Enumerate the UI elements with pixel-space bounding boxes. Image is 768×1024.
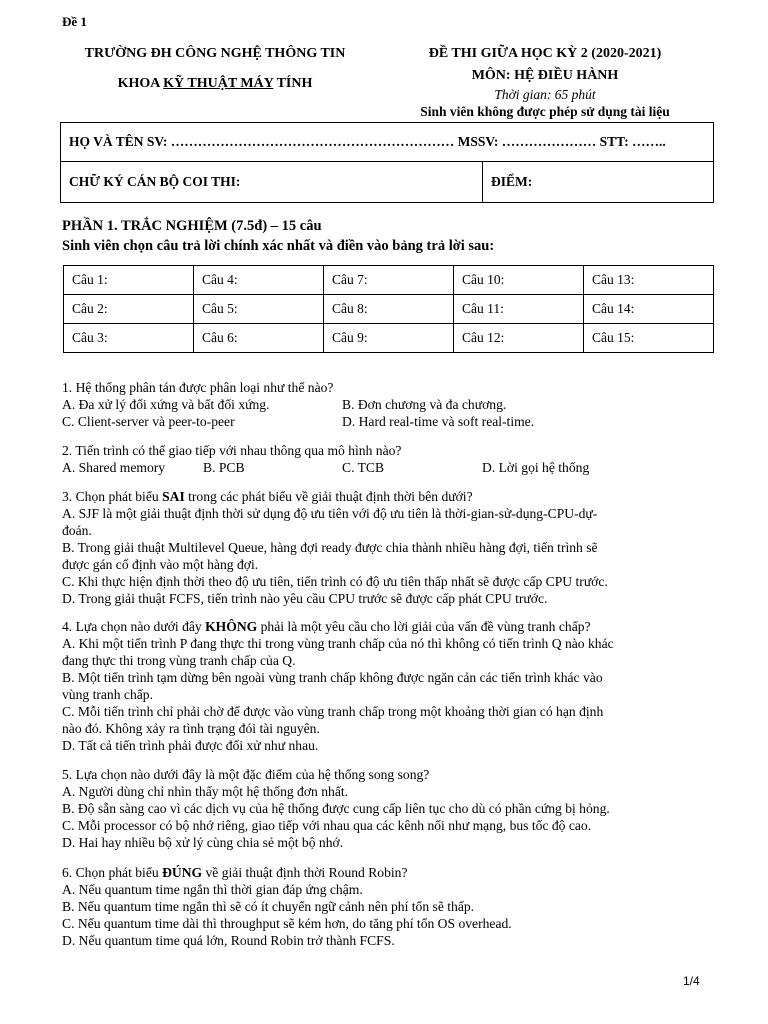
q1-option-d: D. Hard real-time và soft real-time. (342, 414, 535, 429)
page-number: 1/4 (683, 974, 700, 988)
q6-option-a: A. Nếu quantum time ngắn thì thời gian đáp ứng chậm. (62, 882, 363, 897)
q4-option-a-line2: đang thực thi trong vùng tranh chấp của Q. (62, 653, 296, 668)
faculty-name (40, 76, 390, 92)
q4-text-post: phải là một yêu cầu cho lời giải của vấn đề vùng tranh chấp? (257, 619, 591, 634)
question-1-text: 1. Hệ thống phân tán được phân loại như thế nào? (62, 380, 334, 395)
answer-table (63, 265, 714, 353)
faculty-suffix: TÍNH (273, 76, 313, 91)
subject: MÔN: HỆ ĐIỀU HÀNH (471, 68, 619, 83)
exam-time: Thời gian: 65 phút (494, 87, 596, 102)
answer-cell[interactable]: Câu 6: (194, 324, 324, 353)
q3-text-pre: 3. Chọn phát biểu (62, 489, 163, 504)
q6-option-d: D. Nếu quantum time quá lớn, Round Robin trở thành FCFS. (62, 933, 395, 948)
student-info-box (60, 122, 714, 203)
q4-option-b-line1: B. Một tiến trình tạm dừng bên ngoài vùng tranh chấp không được ngăn cản các tiến trình khác vào (62, 670, 603, 685)
q3-option-b-line1: B. Trong giải thuật Multilevel Queue, hàng đợi ready được chia thành nhiều hàng đợi, tiến trình sẽ (62, 540, 598, 555)
q4-option-a-line1: A. Khi một tiến trình P đang thực thi trong vùng tranh chấp của nó thì không có tiến trình Q nào khác (62, 636, 614, 651)
q2-option-d: D. Lời gọi hệ thống (482, 460, 590, 475)
question-2-text: 2. Tiến trình có thể giao tiếp với nhau thông qua mô hình nào? (62, 443, 402, 458)
q3-text-post: trong các phát biểu về giải thuật định thời bên dưới? (184, 489, 473, 504)
q4-option-b-line2: vùng tranh chấp. (62, 687, 153, 702)
answer-cell[interactable]: Câu 13: (584, 266, 714, 295)
q3-option-a-line1: A. SJF là một giải thuật định thời sử dụng độ ưu tiên với độ ưu tiên là thời-gian-sử-dụng-CPU-dự- (62, 506, 598, 521)
q1-option-c: C. Client-server và peer-to-peer (62, 414, 235, 429)
q1-option-b: B. Đơn chương và đa chương. (342, 397, 507, 412)
answer-cell[interactable]: Câu 2: (64, 295, 194, 324)
q3-option-b-line2: được gán cố định vào một hàng đợi. (62, 557, 259, 572)
answer-row (64, 295, 714, 324)
exam-title: ĐỀ THI GIỮA HỌC KỲ 2 (2020-2021) (428, 46, 662, 61)
faculty-prefix: KHOA (117, 76, 164, 91)
score-label: ĐIỂM: (483, 162, 714, 203)
answer-cell[interactable]: Câu 11: (454, 295, 584, 324)
answer-cell[interactable]: Câu 5: (194, 295, 324, 324)
question-6-text (62, 864, 408, 881)
q3-option-c: C. Khi thực hiện định thời theo độ ưu tiên, tiến trình có độ ưu tiên thấp nhất sẽ được cấp CPU trước. (62, 574, 608, 589)
section-instruction: Sinh viên chọn câu trả lời chính xác nhất và điền vào bảng trả lời sau: (62, 238, 495, 254)
answer-cell[interactable]: Câu 3: (64, 324, 194, 353)
answer-cell[interactable]: Câu 12: (454, 324, 584, 353)
answer-cell[interactable]: Câu 9: (324, 324, 454, 353)
answer-cell[interactable]: Câu 14: (584, 295, 714, 324)
q3-keyword: SAI (162, 489, 185, 504)
q6-text-pre: 6. Chọn phát biểu (62, 865, 163, 880)
q1-option-a: A. Đa xử lý đối xứng và bất đối xứng. (62, 397, 270, 412)
faculty-underlined: KỸ THUẬT MÁY (163, 76, 274, 91)
answer-cell[interactable]: Câu 10: (454, 266, 584, 295)
answer-row (64, 324, 714, 353)
q3-option-a-line2: đoán. (62, 523, 92, 538)
q5-option-a: A. Người dùng chỉ nhìn thấy một hệ thống đơn nhất. (62, 784, 349, 799)
section-title: PHẦN 1. TRẮC NGHIỆM (7.5đ) – 15 câu (62, 218, 322, 234)
answer-cell[interactable]: Câu 15: (584, 324, 714, 353)
q4-text-pre: 4. Lựa chọn nào dưới đây (62, 619, 206, 634)
q6-keyword: ĐÚNG (162, 865, 203, 880)
q5-option-d: D. Hai hay nhiều bộ xử lý cùng chia sẻ một bộ nhớ. (62, 835, 344, 850)
q2-option-a: A. Shared memory (62, 460, 166, 475)
q6-option-b: B. Nếu quantum time ngắn thì sẽ có ít chuyển ngữ cảnh nên phí tổn sẽ thấp. (62, 899, 475, 914)
question-4-text (62, 618, 591, 635)
q6-text-post: về giải thuật định thời Round Robin? (202, 865, 408, 880)
q2-option-c: C. TCB (342, 460, 385, 475)
answer-row (64, 266, 714, 295)
exam-code: Đề 1 (62, 14, 87, 29)
q2-option-b: B. PCB (203, 460, 245, 475)
q4-option-c-line2: nào đó. Không xảy ra tình trạng đói tài nguyên. (62, 721, 320, 736)
exam-note: Sinh viên không được phép sử dụng tài liệu (420, 104, 670, 119)
answer-cell[interactable]: Câu 1: (64, 266, 194, 295)
q4-option-d: D. Tất cả tiến trình phải được đối xử như nhau. (62, 738, 319, 753)
q6-option-c: C. Nếu quantum time dài thì throughput sẽ kém hơn, do tăng phí tổn OS overhead. (62, 916, 512, 931)
q3-option-d: D. Trong giải thuật FCFS, tiến trình nào yêu cầu CPU trước sẽ được cấp phát CPU trước. (62, 591, 548, 606)
q5-option-c: C. Mỗi processor có bộ nhớ riêng, giao tiếp với nhau qua các kênh nối như mạng, bus tốc độ cao. (62, 818, 592, 833)
university-name: TRƯỜNG ĐH CÔNG NGHỆ THÔNG TIN (84, 46, 346, 61)
student-info-row: HỌ VÀ TÊN SV: ……………………………………………………… MSSV: ………………… STT: …….. (61, 123, 714, 162)
q5-option-b: B. Độ sẵn sàng cao vì các dịch vụ của hệ thống được cung cấp liên tục cho dù có phần cứng bị hỏng. (62, 801, 610, 816)
q4-option-c-line1: C. Mỗi tiến trình chỉ phải chờ để được vào vùng tranh chấp trong một khoảng thời gian có hạn định (62, 704, 604, 719)
answer-cell[interactable]: Câu 4: (194, 266, 324, 295)
q4-keyword: KHÔNG (205, 619, 258, 634)
answer-cell[interactable]: Câu 7: (324, 266, 454, 295)
question-3-text (62, 488, 473, 505)
question-5-text: 5. Lựa chọn nào dưới đây là một đặc điểm của hệ thống song song? (62, 767, 430, 782)
proctor-signature-label: CHỮ KÝ CÁN BỘ COI THI: (61, 162, 483, 203)
answer-cell[interactable]: Câu 8: (324, 295, 454, 324)
